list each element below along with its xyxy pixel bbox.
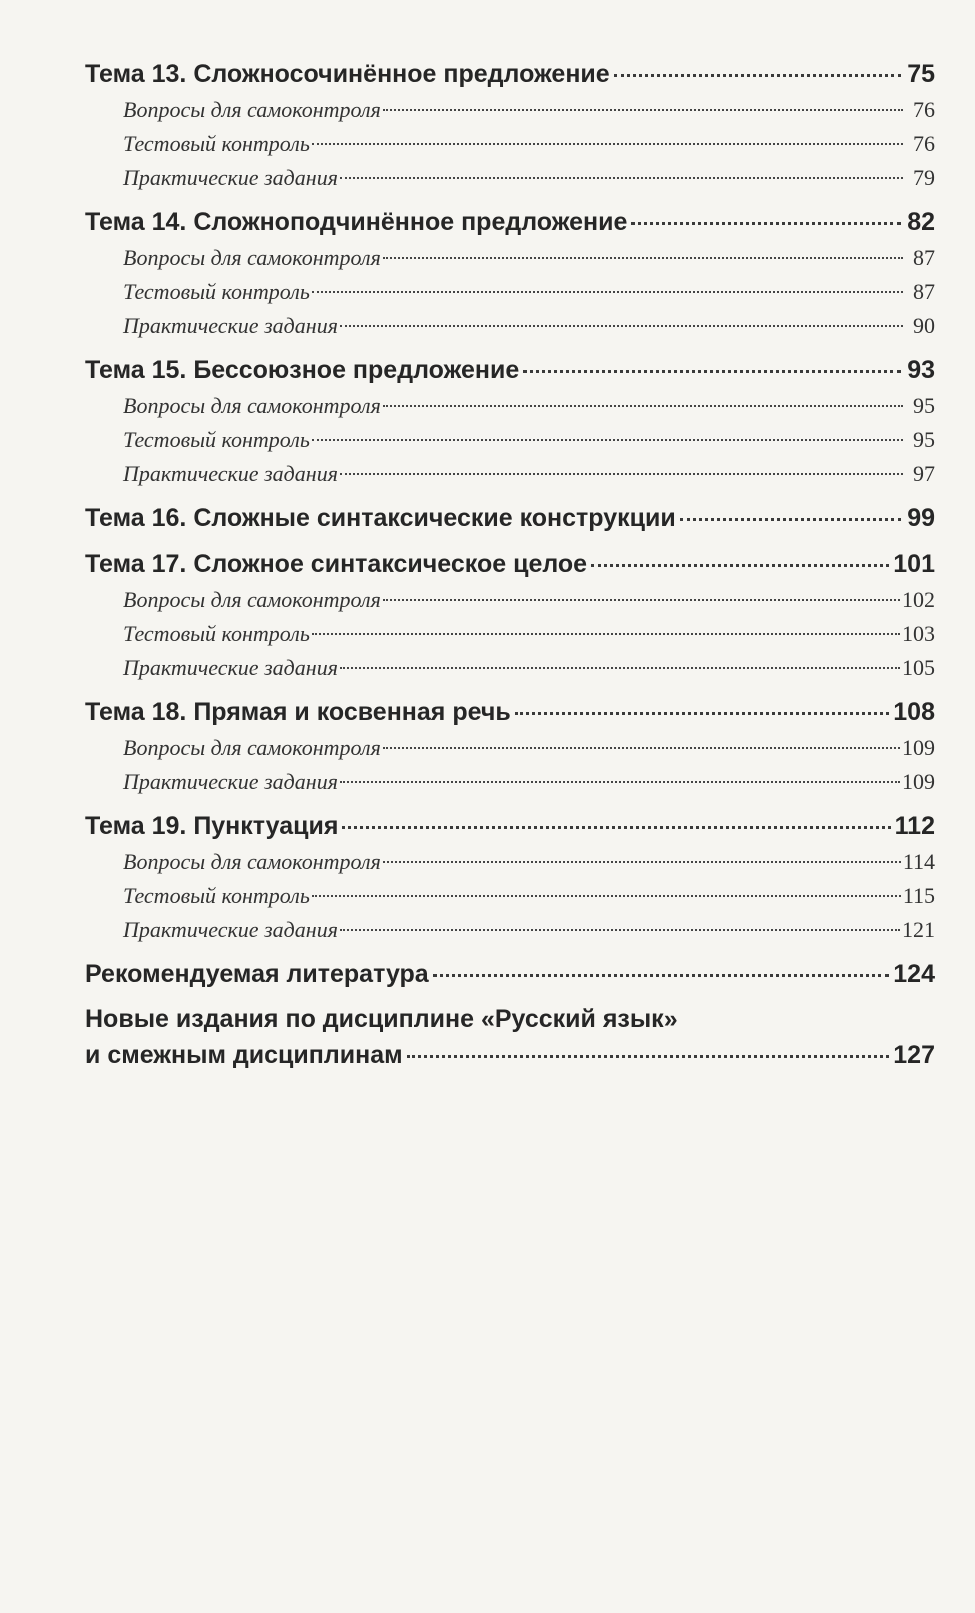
toc-sub-entry[interactable] [85, 309, 935, 343]
toc-chapter-entry[interactable] [85, 55, 935, 93]
page-number: 87 [913, 279, 935, 304]
page-number: 95 [913, 427, 935, 452]
toc-sub-entry[interactable] [85, 93, 935, 127]
page-number: 76 [913, 131, 935, 156]
chapter-title: Тема 14. Сложноподчинённое предложение [85, 208, 628, 236]
chapter-title-line1: Новые издания по дисциплине «Русский язык» [85, 1005, 678, 1033]
page-number: 93 [907, 356, 935, 384]
dot-leader [340, 667, 900, 669]
page-number: 127 [893, 1041, 935, 1069]
page-number: 109 [902, 735, 935, 760]
dot-leader [340, 473, 903, 475]
chapter-title: Тема 13. Сложносочинённое предложение [85, 60, 610, 88]
toc-section [85, 955, 935, 993]
page-number: 82 [907, 208, 935, 236]
toc-section [85, 693, 935, 799]
toc-section [85, 499, 935, 537]
toc-sub-entry[interactable] [85, 617, 935, 651]
dot-leader [312, 895, 901, 897]
sub-title: Тестовый контроль [123, 427, 310, 452]
chapter-title: Тема 16. Сложные синтаксические конструкции [85, 504, 676, 532]
toc-sub-entry[interactable] [85, 913, 935, 947]
sub-title: Вопросы для самоконтроля [123, 587, 381, 612]
page-number: 76 [913, 97, 935, 122]
dot-leader [340, 781, 900, 783]
page-number: 102 [902, 587, 935, 612]
sub-title: Практические задания [123, 917, 338, 942]
toc-chapter-entry[interactable] [85, 545, 935, 583]
sub-title: Вопросы для самоконтроля [123, 735, 381, 760]
dot-leader [383, 599, 900, 601]
toc-chapter-entry[interactable] [85, 807, 935, 845]
page-number: 103 [902, 621, 935, 646]
dot-leader [312, 143, 903, 145]
toc-sub-entry[interactable] [85, 389, 935, 423]
dot-leader [340, 177, 903, 179]
toc-sub-entry[interactable] [85, 241, 935, 275]
toc-sub-entry[interactable] [85, 161, 935, 195]
dot-leader [591, 564, 889, 567]
toc-sub-entry[interactable] [85, 583, 935, 617]
page-number: 75 [907, 60, 935, 88]
sub-title: Практические задания [123, 769, 338, 794]
sub-title: Вопросы для самоконтроля [123, 393, 381, 418]
page-number: 114 [902, 849, 935, 874]
toc-sub-entry[interactable] [85, 845, 935, 879]
toc-sub-entry[interactable] [85, 731, 935, 765]
page-number: 101 [893, 550, 935, 578]
page-number: 105 [902, 655, 935, 680]
page-number: 99 [907, 504, 935, 532]
sub-title: Тестовый контроль [123, 279, 310, 304]
dot-leader [312, 291, 903, 293]
dot-leader [383, 109, 903, 111]
page-number: 97 [913, 461, 935, 486]
toc-sub-entry[interactable] [85, 765, 935, 799]
page-number: 112 [894, 812, 935, 840]
table-of-contents [85, 55, 935, 1073]
dot-leader [407, 1055, 890, 1058]
page-number: 95 [913, 393, 935, 418]
dot-leader [383, 257, 903, 259]
page-number: 115 [902, 883, 935, 908]
toc-section [85, 55, 935, 195]
toc-sub-entry[interactable] [85, 275, 935, 309]
toc-sub-entry[interactable] [85, 127, 935, 161]
toc-sub-entry[interactable] [85, 423, 935, 457]
dot-leader [515, 712, 890, 715]
dot-leader [523, 370, 901, 373]
sub-title: Практические задания [123, 165, 338, 190]
chapter-title: Рекомендуемая литература [85, 960, 429, 988]
chapter-title: Тема 18. Прямая и косвенная речь [85, 698, 511, 726]
dot-leader [340, 929, 900, 931]
chapter-title: Тема 17. Сложное синтаксическое целое [85, 550, 588, 578]
toc-chapter-entry[interactable] [85, 499, 935, 537]
toc-chapter-entry[interactable] [85, 693, 935, 731]
page-number: 90 [913, 313, 935, 338]
chapter-title: Тема 15. Бессоюзное предложение [85, 356, 520, 384]
page-number: 79 [913, 165, 935, 190]
toc-chapter-entry-multiline[interactable] [85, 1001, 935, 1073]
dot-leader [383, 405, 903, 407]
page-number: 121 [902, 917, 935, 942]
sub-title: Тестовый контроль [123, 621, 310, 646]
sub-title: Практические задания [123, 655, 338, 680]
page-number: 87 [913, 245, 935, 270]
dot-leader [312, 633, 900, 635]
chapter-title-line2: и смежным дисциплинам [85, 1041, 403, 1069]
dot-leader [614, 74, 901, 77]
sub-title: Тестовый контроль [123, 883, 310, 908]
toc-sub-entry[interactable] [85, 879, 935, 913]
dot-leader [383, 861, 901, 863]
dot-leader [340, 325, 903, 327]
toc-sub-entry[interactable] [85, 457, 935, 491]
sub-title: Вопросы для самоконтроля [123, 849, 381, 874]
sub-title: Практические задания [123, 461, 338, 486]
chapter-title: Тема 19. Пунктуация [85, 812, 339, 840]
dot-leader [312, 439, 903, 441]
dot-leader [433, 974, 890, 977]
dot-leader [342, 826, 890, 829]
sub-title: Практические задания [123, 313, 338, 338]
toc-section [85, 351, 935, 491]
chapter-title-line2-row [85, 1037, 935, 1073]
sub-title: Вопросы для самоконтроля [123, 245, 381, 270]
dot-leader [631, 222, 901, 225]
page-number: 124 [893, 960, 935, 988]
sub-title: Тестовый контроль [123, 131, 310, 156]
toc-chapter-entry[interactable] [85, 351, 935, 389]
toc-section [85, 545, 935, 685]
toc-sub-entry[interactable] [85, 651, 935, 685]
sub-title: Вопросы для самоконтроля [123, 97, 381, 122]
dot-leader [383, 747, 900, 749]
dot-leader [680, 518, 901, 521]
page-number: 109 [902, 769, 935, 794]
toc-chapter-entry[interactable] [85, 955, 935, 993]
toc-section [85, 203, 935, 343]
toc-section [85, 807, 935, 947]
toc-chapter-entry[interactable] [85, 203, 935, 241]
page-number: 108 [893, 698, 935, 726]
